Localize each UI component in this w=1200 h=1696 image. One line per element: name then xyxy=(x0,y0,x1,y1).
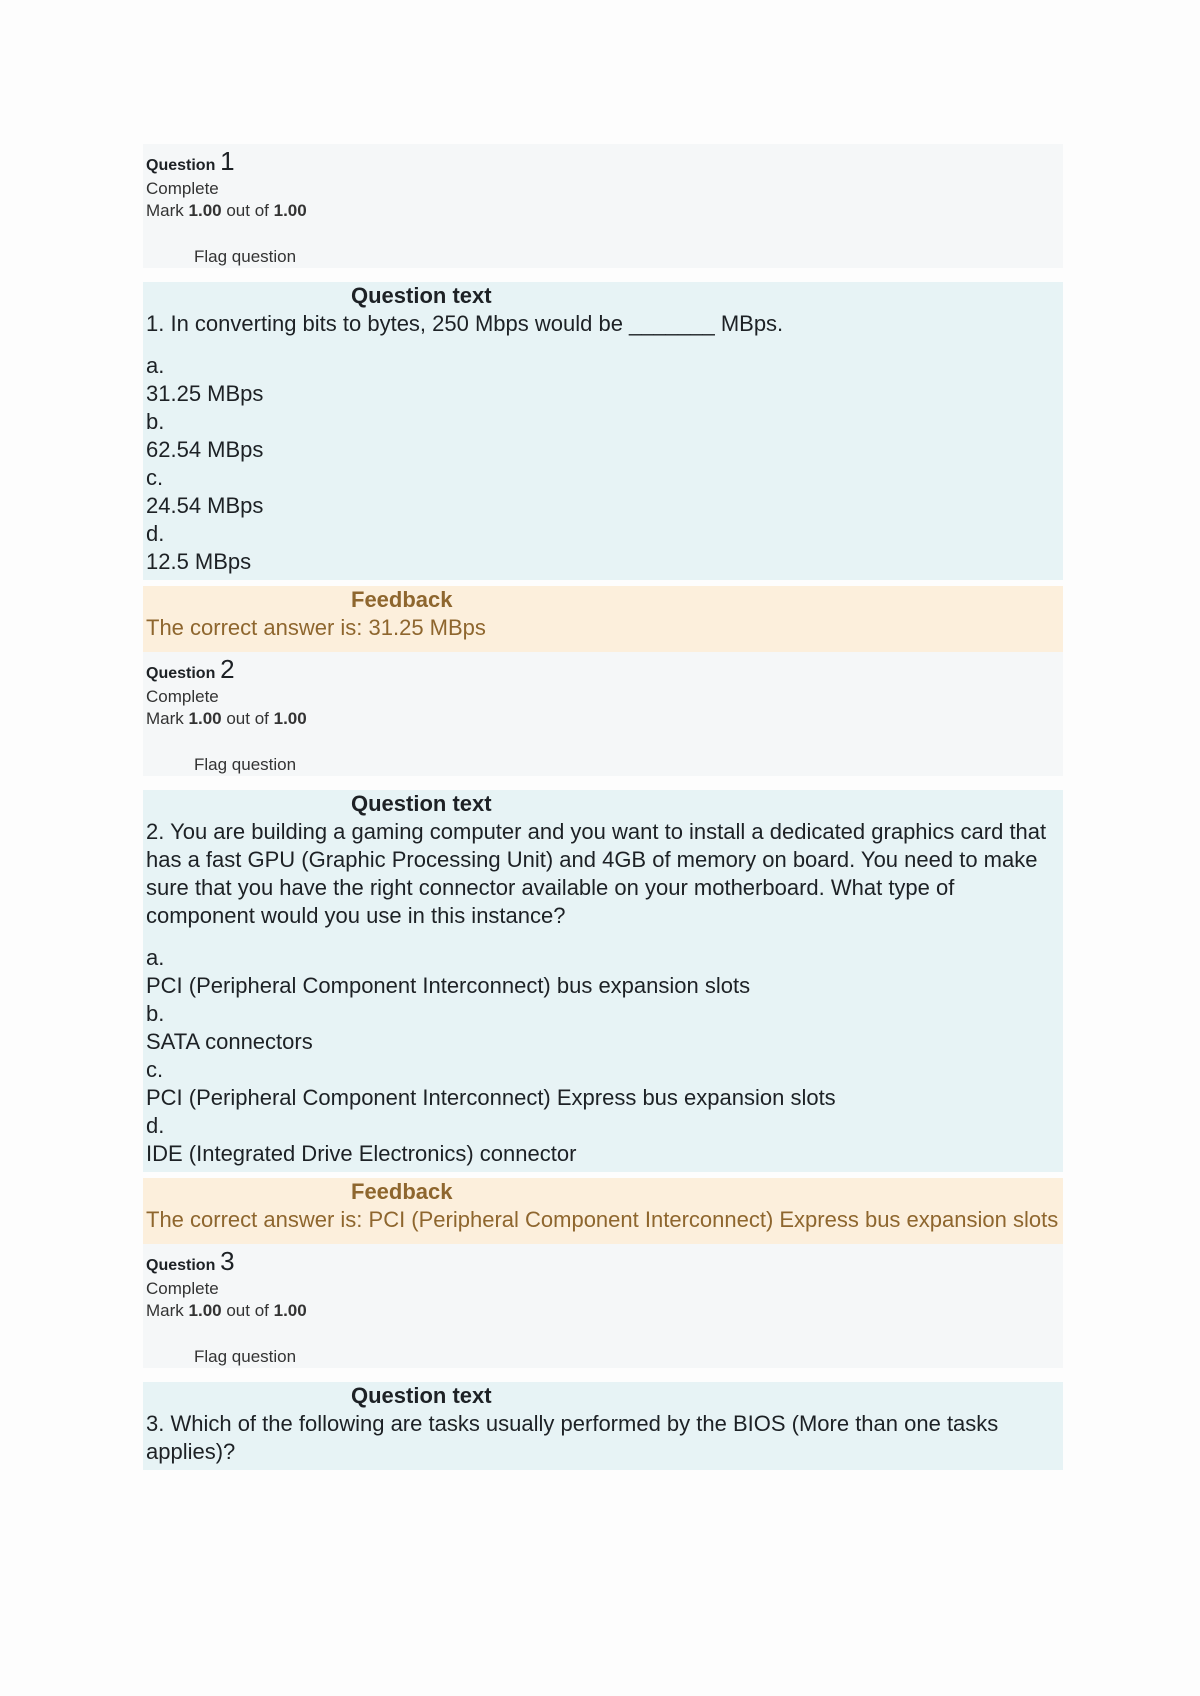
question-1 xyxy=(143,144,1063,652)
question-text-heading: Question text xyxy=(351,1383,492,1408)
question-info xyxy=(143,144,1063,268)
flag-question-link[interactable]: Flag question xyxy=(194,755,297,774)
question-text: 2. You are building a gaming computer and you want to install a dedicated graphics card that has a fast GPU (Graphic Processing Unit) and 4GB of memory on board. You need to make sure that you have the right connector available on your motherboard. What type of component would you use in this instance? xyxy=(146,819,1047,928)
feedback-text: The correct answer is: 31.25 MBps xyxy=(146,615,486,640)
question-grade: Mark 1.00 out of 1.00 xyxy=(146,1301,307,1320)
answer-option-b[interactable]: b. SATA connectors xyxy=(146,1001,313,1054)
feedback-heading: Feedback xyxy=(351,587,453,612)
question-state: Complete xyxy=(146,687,219,706)
question-formulation xyxy=(143,790,1063,1172)
question-text-heading: Question text xyxy=(351,791,492,816)
question-text: 3. Which of the following are tasks usually performed by the BIOS (More than one tasks applies)? xyxy=(146,1411,999,1464)
question-number-value: 3 xyxy=(220,1246,235,1276)
answer-option-d[interactable]: d. 12.5 MBps xyxy=(146,521,252,574)
question-label: Question xyxy=(146,157,216,174)
question-number xyxy=(146,656,1060,686)
question-formulation xyxy=(143,282,1063,580)
question-3 xyxy=(143,1244,1063,1470)
question-text-heading: Question text xyxy=(351,283,492,308)
answer-option-a[interactable]: a. PCI (Peripheral Component Interconnect) bus expansion slots xyxy=(146,945,751,998)
answer-option-a[interactable]: a. 31.25 MBps xyxy=(146,353,264,406)
question-feedback xyxy=(143,586,1063,652)
answer-options xyxy=(146,352,1060,576)
question-formulation xyxy=(143,1382,1063,1470)
answer-option-c[interactable]: c. PCI (Peripheral Component Interconnect) Express bus expansion slots xyxy=(146,1057,836,1110)
feedback-heading: Feedback xyxy=(351,1179,453,1204)
question-info xyxy=(143,1244,1063,1368)
question-2 xyxy=(143,652,1063,1244)
question-number xyxy=(146,148,1060,178)
question-number-value: 1 xyxy=(220,146,235,176)
answer-option-d[interactable]: d. IDE (Integrated Drive Electronics) connector xyxy=(146,1113,577,1166)
feedback-text: The correct answer is: PCI (Peripheral Component Interconnect) Express bus expansion slots xyxy=(146,1207,1059,1232)
answer-option-b[interactable]: b. 62.54 MBps xyxy=(146,409,264,462)
question-info xyxy=(143,652,1063,776)
question-number-value: 2 xyxy=(220,654,235,684)
question-feedback xyxy=(143,1178,1063,1244)
flag-question-link[interactable]: Flag question xyxy=(194,1347,297,1366)
question-text: 1. In converting bits to bytes, 250 Mbps would be _______ MBps. xyxy=(146,311,784,336)
question-state: Complete xyxy=(146,1279,219,1298)
question-label: Question xyxy=(146,665,216,682)
question-grade: Mark 1.00 out of 1.00 xyxy=(146,709,307,728)
question-state: Complete xyxy=(146,179,219,198)
quiz-review-page xyxy=(143,144,1063,1470)
answer-option-c[interactable]: c. 24.54 MBps xyxy=(146,465,264,518)
question-number xyxy=(146,1248,1060,1278)
flag-question-link[interactable]: Flag question xyxy=(194,247,297,266)
question-grade: Mark 1.00 out of 1.00 xyxy=(146,201,307,220)
answer-options xyxy=(146,944,1060,1168)
question-label: Question xyxy=(146,1257,216,1274)
